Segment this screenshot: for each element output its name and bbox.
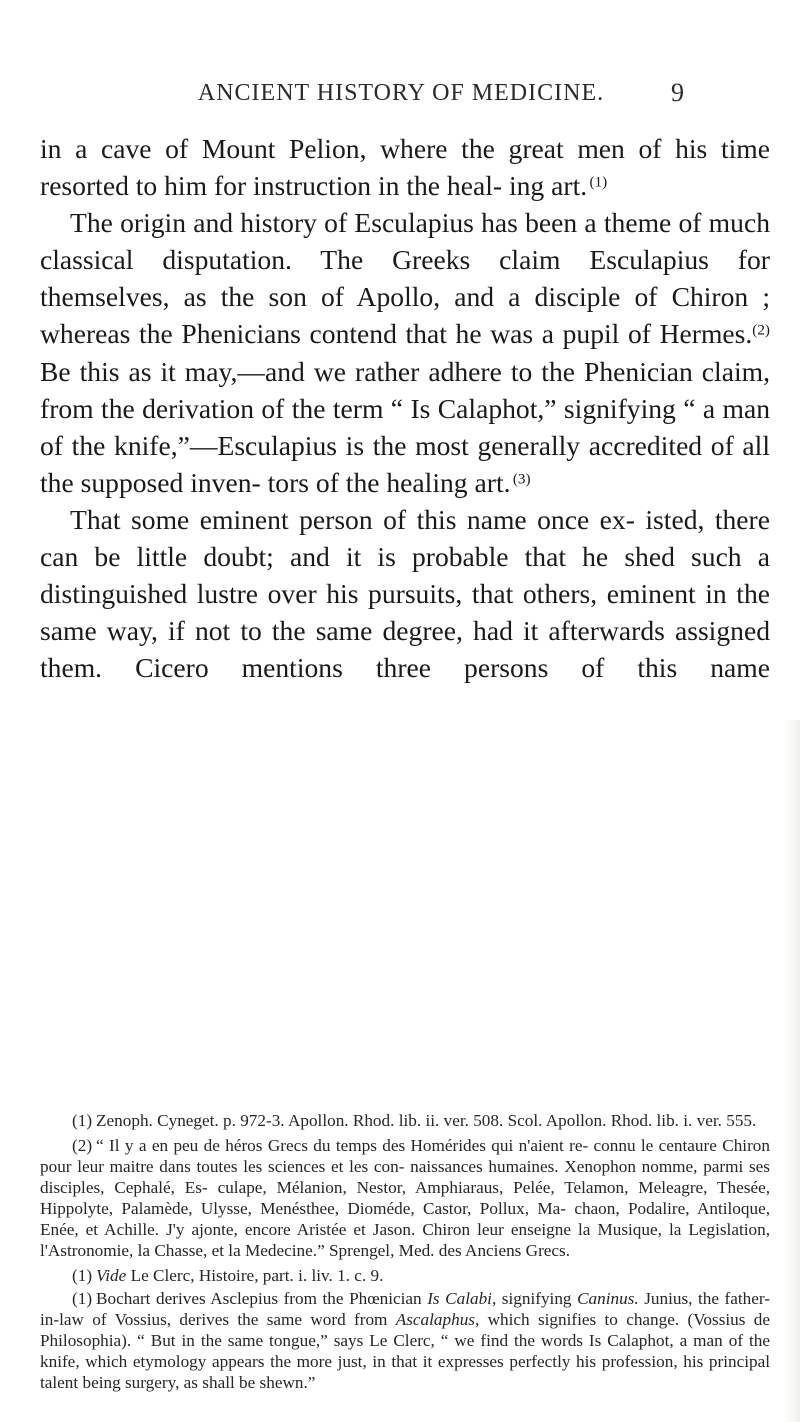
paragraph-2-text-a: The origin and history of Esculapius has been a theme of much classical disputation. The Greeks claim Esculapius for themselves, as the son of Apollo, and a disciple of Chiron ; whereas the Phenicians contend that he was a pupil of Hermes. <box>40 207 770 350</box>
footnote-text: Zenoph. Cyneget. p. 972-3. Apollon. Rhod. lib. ii. ver. 508. Scol. Apollon. Rhod. lib. i. ver. 555. <box>96 1111 757 1130</box>
footnote <box>40 1265 770 1286</box>
footnote-italic: Vide <box>96 1266 127 1285</box>
footnote-number: (1) <box>72 1266 93 1285</box>
footnote-text: signifying <box>496 1289 578 1308</box>
footnote-text: Junius, the father-in-law of Vossius, derives the same word from <box>40 1289 770 1329</box>
footnote-italic: Caninus. <box>577 1289 639 1308</box>
page-number: 9 <box>671 78 684 107</box>
footnote-ref: (1) <box>589 173 608 191</box>
footnote-ref: (2) <box>752 322 770 340</box>
paragraph-3 <box>40 501 770 686</box>
footnote <box>40 1288 770 1393</box>
footnote-text: Le Clerc, Histoire, part. i. liv. 1. c. 9. <box>126 1266 384 1285</box>
footnotes <box>40 1110 770 1397</box>
running-head <box>146 80 684 114</box>
body-text <box>40 130 770 686</box>
footnote-text: Bochart derives Asclepius from the Phœnician <box>96 1289 428 1308</box>
paragraph-1-text: in a cave of Mount Pelion, where the great men of his time resorted to him for instruction in the heal- ing art. <box>40 133 770 202</box>
paragraph-1 <box>40 130 770 204</box>
footnote-italic: Ascalaphus, <box>395 1310 480 1329</box>
footnote <box>40 1135 770 1261</box>
footnote-ref: (3) <box>512 470 531 488</box>
footnote-number: (1) <box>72 1111 93 1130</box>
running-title: ANCIENT HISTORY OF MEDICINE. <box>197 80 605 106</box>
page-edge-shadow <box>784 720 800 1422</box>
paragraph-3-text: That some eminent person of this name once ex- isted, there can be little doubt; and it is probable that he shed such a distinguished lustre over his pursuits, that others, eminent in the same way, if not to the same degree, had it afterwards assigned them. Cicero mentions three persons of this name <box>40 503 770 684</box>
footnote-text: which signifies to change. (Vossius de Philosophia). “ But in the same tongue,” says Le Clerc, “ we find the words Is Calaphot, a man of the knife, which etymology appears the more just, in that it expresses perfectly his profession, his principal talent being surgery, as shall be shewn.” <box>40 1310 770 1392</box>
paragraph-2 <box>40 204 770 501</box>
paragraph-2-text-b: Be this as it may,—and we rather adhere to the Phenician claim, from the derivation of the term “ Is Calaphot,” signifying “ a man of the knife,”—Esculapius is the most generally accredited of all the supposed inven- tors of the healing art. <box>40 355 770 498</box>
footnote-text: “ Il y a en peu de héros Grecs du temps des Homérides qui n'aient re- connu le centaure Chiron pour leur maitre dans toutes les sciences et les con- naissances humaines. Xenophon nomme, parmi ses disciples, Cephalé, Es- culape, Mélanion, Nestor, Amphiaraus, Pelée, Telamon, Meleagre, Thesée, Hippolyte, Palamède, Ulysse, Menésthee, Dioméde, Castor, Pollux, Ma- chaon, Podalire, Antiloque, Enée, et Achille. J'y ajonte, encore Aristée et Jason. Chiron leur enseigne la Musique, la Legislation, l'Astronomie, la Chasse, et la Medecine.” Sprengel, Med. des Anciens Grecs. <box>40 1136 770 1260</box>
footnote <box>40 1110 770 1131</box>
footnote-italic: Is Calabi, <box>427 1289 497 1308</box>
footnote-number: (2) <box>72 1136 93 1155</box>
footnote-number: (1) <box>72 1289 93 1308</box>
